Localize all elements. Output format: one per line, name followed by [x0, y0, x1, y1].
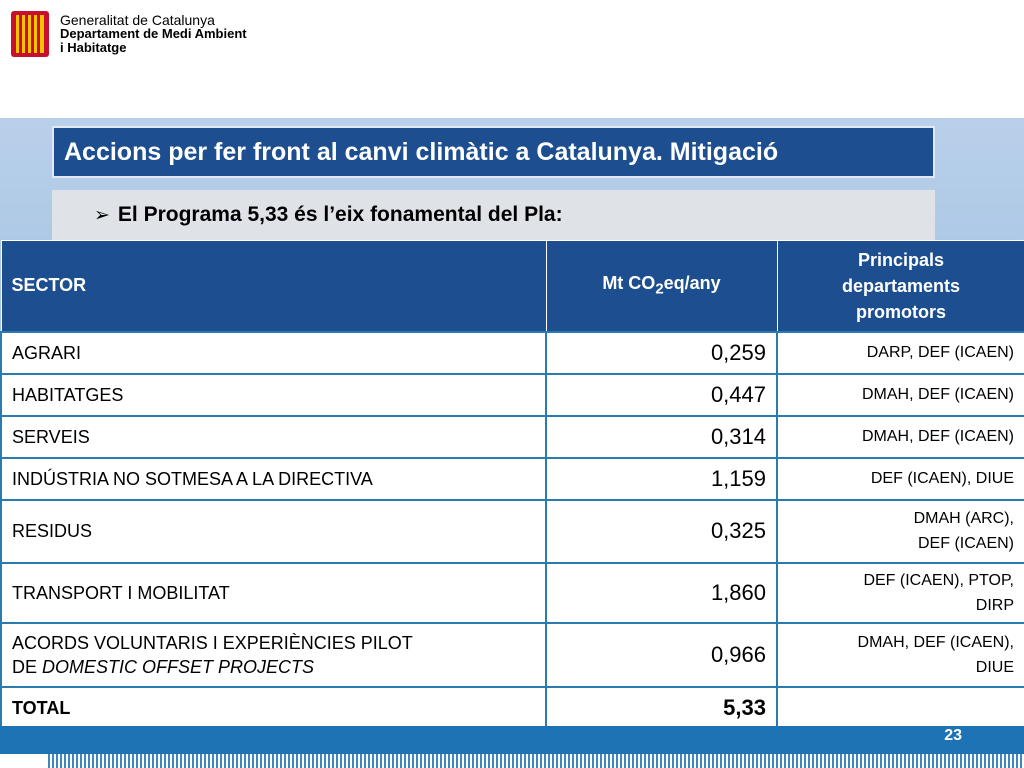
program-table [0, 240, 1024, 730]
dept-line: DMAH (ARC), [913, 510, 1014, 527]
table-row [1, 500, 1024, 563]
table-row [1, 623, 1024, 687]
total-value-cell: 5,33 [546, 687, 777, 729]
department-cell [777, 623, 1024, 687]
footer-band [0, 726, 1024, 754]
table-row [1, 563, 1024, 623]
org-name-line: Generalitat de Catalunya [60, 12, 215, 28]
table-row [1, 458, 1024, 500]
header-unit-subscript: 2 [655, 281, 664, 299]
header-unit-suffix: eq/any [663, 273, 721, 294]
dept-line: DEF (ICAEN), DIUE [870, 470, 1014, 487]
sector-cell: TRANSPORT I MOBILITAT [1, 563, 546, 623]
table-row [1, 374, 1024, 416]
sector-cell [1, 623, 546, 687]
sector-cell: AGRARI [1, 332, 546, 374]
sector-line-2 [12, 655, 535, 679]
department-name-line-2: i Habitatge [60, 40, 127, 55]
dept-line: DEF (ICAEN), PTOP, [863, 571, 1014, 589]
slide-subtitle-bar [52, 190, 935, 240]
sector-cell: INDÚSTRIA NO SOTMESA A LA DIRECTIVA [1, 458, 546, 500]
value-cell: 0,966 [546, 623, 777, 687]
footer-stripes [48, 754, 1024, 768]
header-unit-prefix: Mt CO [602, 273, 656, 294]
department-cell [777, 500, 1024, 563]
sector-cell: RESIDUS [1, 500, 546, 563]
slide-title: Accions per fer front al canvi climàtic a Catalunya. Mitigació [64, 137, 779, 166]
department-cell [777, 374, 1024, 416]
table-row [1, 416, 1024, 458]
generalitat-logo [11, 11, 49, 57]
total-dept-cell [777, 687, 1024, 729]
sector-cell: SERVEIS [1, 416, 546, 458]
page-number: 23 [944, 727, 962, 744]
table-total-row [1, 687, 1024, 729]
value-cell: 0,314 [546, 416, 777, 458]
bullet-arrow-icon: ➢ [94, 204, 110, 226]
sector-line-italic: DOMESTIC OFFSET PROJECTS [42, 656, 315, 677]
department-name-line: Departament de Medi Ambient [60, 26, 247, 41]
dept-line: DMAH, DEF (ICAEN) [862, 386, 1014, 403]
dept-line: DEF (ICAEN) [918, 535, 1014, 552]
value-cell: 0,259 [546, 332, 777, 374]
department-cell [777, 332, 1024, 374]
header-dept-line: Principals [857, 249, 945, 270]
organization-name [60, 13, 247, 55]
department-cell [777, 563, 1024, 623]
value-cell: 0,325 [546, 500, 777, 563]
header-departments [777, 241, 1024, 332]
dept-line: DARP, DEF (ICAEN) [866, 344, 1014, 361]
dept-line: DMAH, DEF (ICAEN), [857, 633, 1014, 651]
header-dept-line: departaments [841, 275, 961, 296]
dept-line: DMAH, DEF (ICAEN) [862, 428, 1014, 445]
sector-cell: HABITATGES [1, 374, 546, 416]
department-cell [777, 458, 1024, 500]
value-cell: 1,159 [546, 458, 777, 500]
value-cell: 0,447 [546, 374, 777, 416]
header-emissions [546, 241, 777, 332]
slide-subtitle: El Programa 5,33 és l’eix fonamental del Pla: [117, 203, 563, 226]
total-label-cell: TOTAL [1, 687, 546, 729]
value-cell: 1,860 [546, 563, 777, 623]
department-cell [777, 416, 1024, 458]
table-header-row [1, 241, 1024, 332]
header-dept-line: promotors [856, 301, 946, 322]
sector-line: ACORDS VOLUNTARIS I EXPERIÈNCIES PILOT [12, 632, 413, 653]
footer-blank [0, 754, 48, 768]
slide-title-bar [52, 126, 935, 178]
dept-line: DIUE [975, 658, 1014, 676]
header-sector: SECTOR [1, 241, 546, 332]
table-row [1, 332, 1024, 374]
sector-line-prefix: DE [12, 656, 43, 677]
dept-line: DIRP [975, 596, 1014, 614]
